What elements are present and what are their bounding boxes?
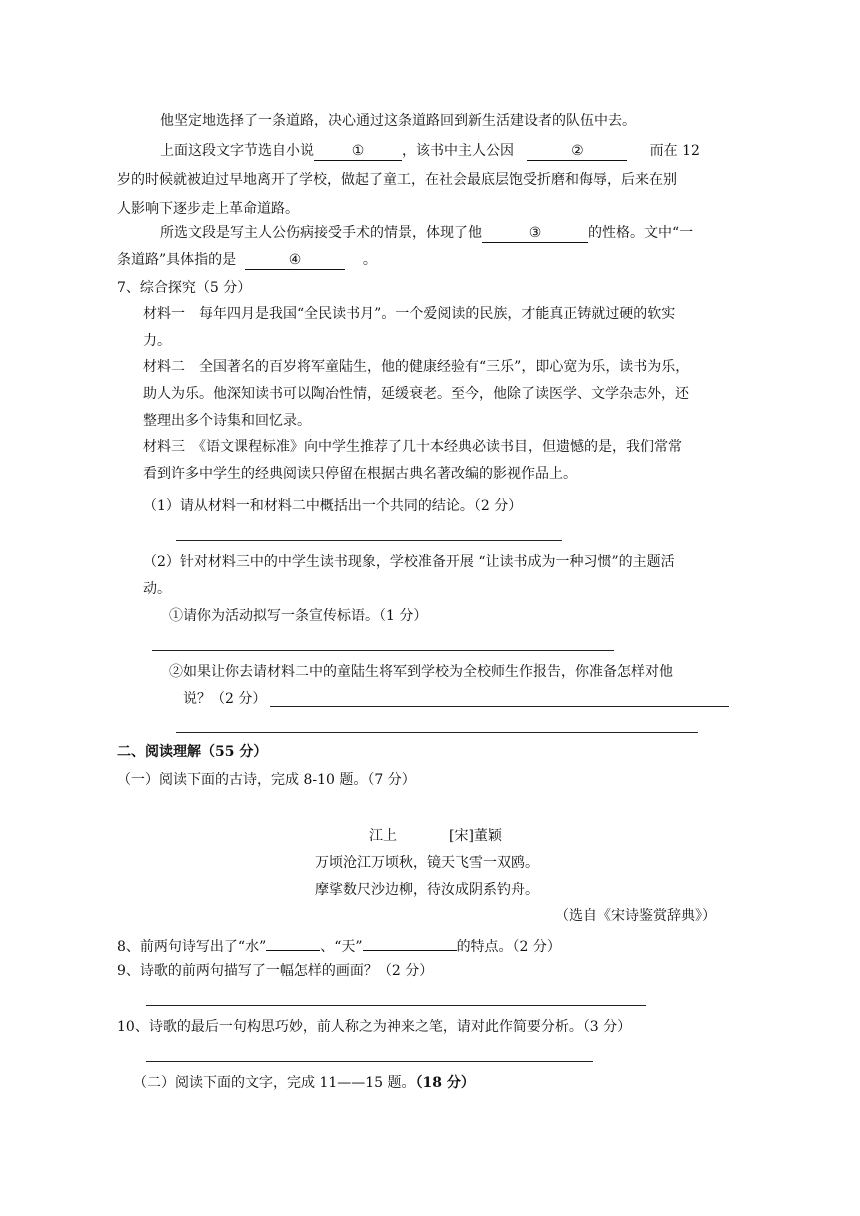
blank-sky[interactable]: [363, 933, 457, 951]
passage-line: 他坚定地选择了一条道路，决心通过这条道路回到新生活建设者的队伍中去。: [160, 113, 636, 129]
question-7-1: （1）请从材料一和材料二中概括出一个共同的结论。（2 分）: [143, 498, 523, 514]
blank-1[interactable]: ①: [314, 143, 402, 161]
material-2: 助人为乐。他深知读书可以陶冶性情，延缓衰老。至今，他除了读医学、文学杂志外，还: [143, 386, 689, 402]
part-1-instruction: （一）阅读下面的古诗，完成 8-10 题。（7 分）: [117, 772, 416, 788]
poem-source: （选自《宋诗鉴赏辞典》）: [555, 908, 716, 924]
question-7-2-b: 说？（2 分）: [183, 691, 267, 707]
answer-line[interactable]: [270, 706, 729, 707]
question-9: 9、诗歌的前两句描写了一幅怎样的画面？（2 分）: [117, 963, 434, 979]
material-3: 看到许多中学生的经典阅读只停留在根据古典名著改编的影视作品上。: [143, 466, 577, 482]
question-7-title: 7、综合探究（5 分）: [117, 280, 252, 296]
part-2-instruction: （二）阅读下面的文字，完成 11——15 题。（18 分）: [133, 1075, 475, 1091]
blank-2[interactable]: ②: [527, 143, 627, 161]
material-1: 力。: [143, 333, 171, 349]
answer-line[interactable]: [176, 732, 698, 733]
material-2: 材料二 全国著名的百岁将军童陆生，他的健康经验有“三乐”，即心宽为乐，读书为乐，: [143, 359, 690, 375]
poem-line: 万顷沧江万顷秋，镜天飞雪一双鸥。: [315, 855, 539, 871]
blank-water[interactable]: [266, 933, 320, 951]
question-6-text: 岁的时候就被迫过早地离开了学校，做起了童工，在社会最底层饱受折磨和侮辱，后来在别: [117, 172, 677, 188]
question-7-2-a: ①请你为活动拟写一条宣传标语。（1 分）: [169, 608, 428, 624]
poem-line: 摩挲数尺沙边柳，待汝成阴系钓舟。: [315, 882, 539, 898]
question-7-2: 动。: [143, 581, 171, 597]
material-1: 材料一 每年四月是我国“全民读书月”。一个爱阅读的民族，才能真正铸就过硬的软实: [143, 306, 676, 322]
material-3: 材料三 《语文课程标准》向中学生推荐了几十本经典必读书目，但遗憾的是，我们常常: [143, 439, 682, 455]
question-6-text: 上面这段文字节选自小说 ① ，该书中主人公因 ② 而在 12: [160, 143, 700, 159]
question-6-text: 所选文段是写主人公伤病接受手术的情景，体现了他 ③ 的性格。文中“一: [160, 225, 694, 241]
question-6-text: 条道路”具体指的是 ④ 。: [117, 252, 377, 268]
material-2: 整理出多个诗集和回忆录。: [143, 413, 311, 429]
poem-author: [宋]董颖: [449, 828, 502, 844]
question-10: 10、诗歌的最后一句构思巧妙，前人称之为神来之笔，请对此作简要分析。（3 分）: [117, 1019, 632, 1035]
blank-4[interactable]: ④: [245, 252, 345, 270]
blank-3[interactable]: ③: [482, 225, 588, 243]
answer-line[interactable]: [152, 650, 614, 651]
answer-line[interactable]: [176, 540, 562, 541]
poem-title: 江上: [369, 828, 397, 844]
question-8: 8、前两句诗写出了“水” 、“天” 的特点。（2 分）: [117, 933, 561, 957]
section-2-title: 二、阅读理解（55 分）: [117, 744, 268, 760]
question-7-2-b: ②如果让你去请材料二中的童陆生将军到学校为全校师生作报告，你准备怎样对他: [169, 664, 673, 680]
question-7-2: （2）针对材料三中的中学生读书现象，学校准备开展 “让读书成为一种习惯”的主题活: [143, 554, 675, 570]
question-6-text: 人影响下逐步走上革命道路。: [117, 201, 299, 217]
answer-line[interactable]: [146, 1005, 646, 1006]
answer-line[interactable]: [146, 1061, 593, 1062]
